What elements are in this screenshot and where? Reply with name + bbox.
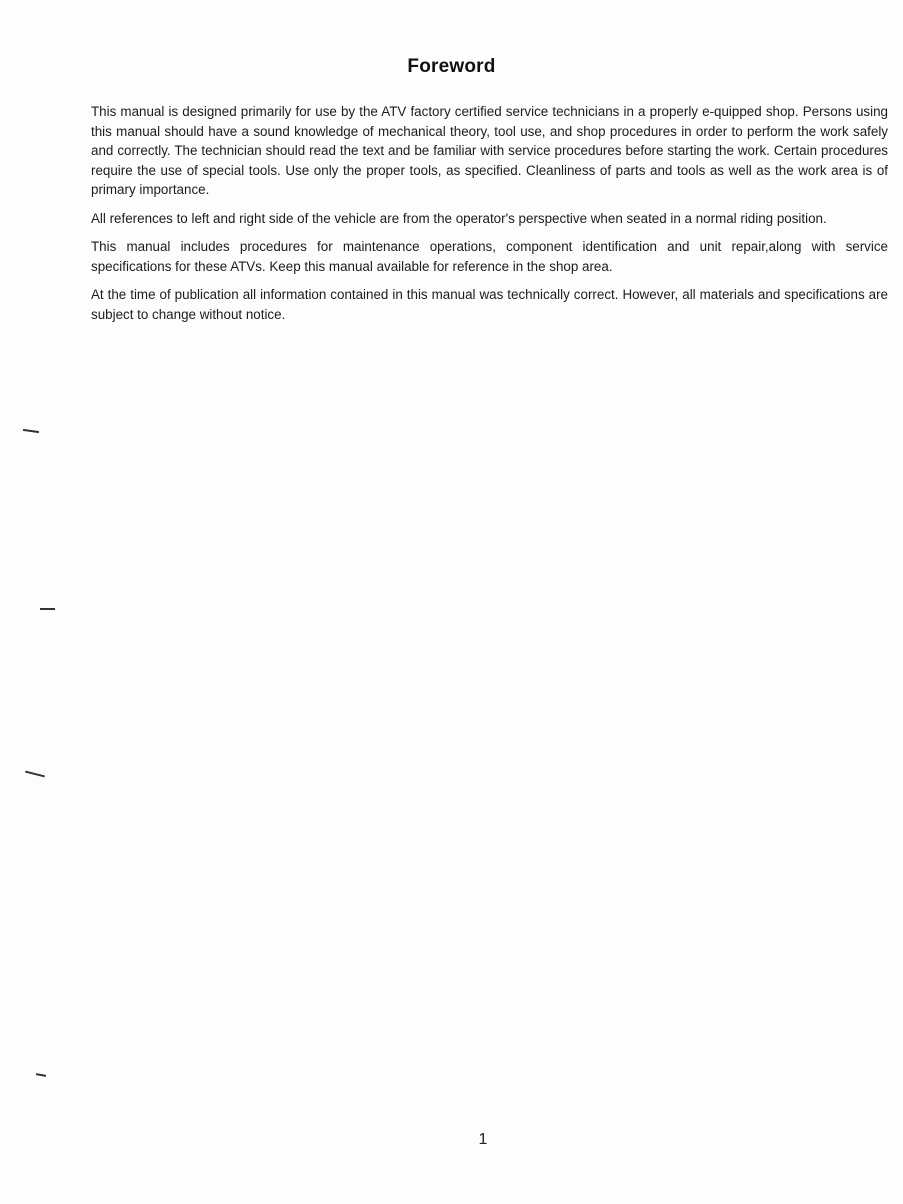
paragraph-2: All references to left and right side of the vehicle are from the operator's perspective when seated in a normal riding position. xyxy=(91,210,827,226)
scan-margin-mark xyxy=(40,608,55,610)
paragraph-3: This manual includes procedures for maintenance operations, component identification and unit repair,along with service specifications for these ATVs. Keep this manual available for reference in the shop area. xyxy=(91,239,888,274)
paragraph-4: At the time of publication all information contained in this manual was technically correct. However, all materials and specifications are subject to change without notice. xyxy=(91,287,888,322)
scan-margin-mark xyxy=(36,1073,46,1077)
page-number: 1 xyxy=(478,1131,488,1148)
scan-margin-mark xyxy=(23,429,39,433)
foreword-body xyxy=(91,102,888,333)
scan-margin-mark xyxy=(25,771,45,778)
page-title: Foreword xyxy=(407,56,496,77)
paragraph-1: This manual is designed primarily for use by the ATV factory certified service technicians in a properly e-quipped shop. Persons using this manual should have a sound knowledge of mechanical theory, tool use, and shop procedures in order to perform the work safely and correctly. The technician should read the text and be familiar with service procedures before starting the work. Certain procedures require the use of special tools. Use only the proper tools, as specified. Cleanliness of parts and tools as well as the work area is of primary importance. xyxy=(91,104,888,197)
